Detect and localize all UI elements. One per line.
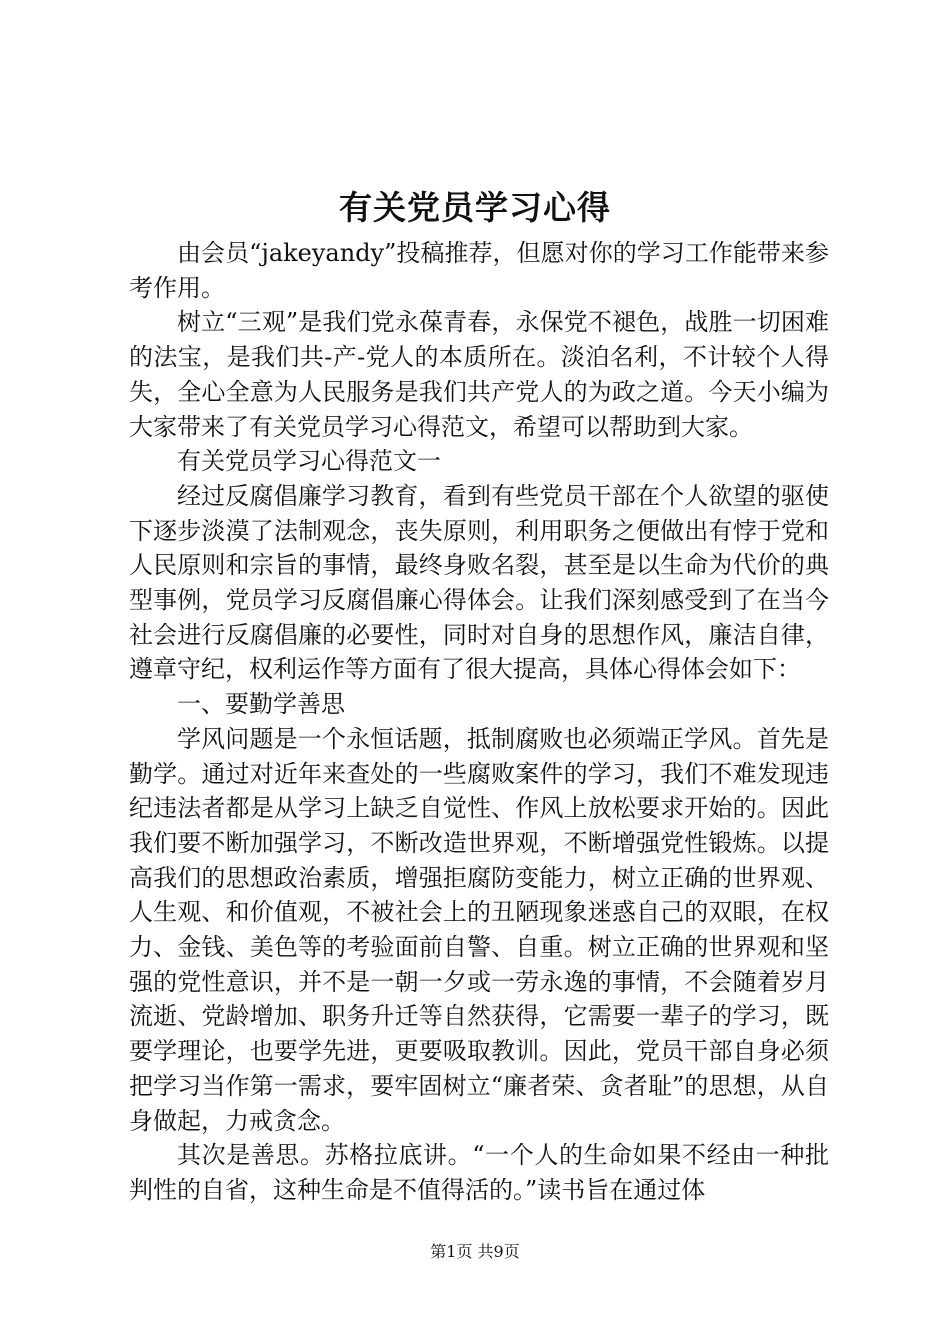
section-heading: 一、要勤学善思 — [177, 690, 345, 719]
paragraph: 其次是善思。苏格拉底讲。“一个人的生命如果不经由一种批判性的自省，这种生命是不值得活的。”读书旨在通过体 — [129, 1141, 829, 1204]
paragraph: 学风问题是一个永恒话题，抵制腐败也必须端正学风。首先是勤学。通过对近年来查处的一些腐败案件的学习，我们不难发现违纪违法者都是从学习上缺乏自觉性、作风上放松要求开始的。因此我们要不断加强学习，不断改造世界观，不断增强党性锻炼。以提高我们的思想政治素质，增强拒腐防变能力，树立正确的世界观、人生观、和价值观，不被社会上的丑陋现象迷惑自己的双眼，在权力、金钱、美色等的考验面前自警、自重。树立正确的世界观和坚强的党性意识，并不是一朝一夕或一劳永逸的事情，不会随着岁月流逝、党龄增加、职务升迁等自然获得，它需要一辈子的学习，既要学理论，也要学先进，更要吸取教训。因此，党员干部自身必须把学习当作第一需求，要牢固树立“廉者荣、贪者耻”的思想，从自身做起，力戒贪念。 — [129, 724, 829, 1135]
paragraph: 经过反腐倡廉学习教育，看到有些党员干部在个人欲望的驱使下逐步淡漠了法制观念，丧失原则，利用职务之便做出有悖于党和人民原则和宗旨的事情，最终身败名裂，甚至是以生命为代价的典型事例，党员学习反腐倡廉心得体会。让我们深刻感受到了在当今社会进行反腐倡廉的必要性，同时对自身的思想作风，廉洁自律，遵章守纪，权利运作等方面有了很大提高，具体心得体会如下： — [129, 481, 829, 684]
document-body — [129, 236, 829, 1208]
document-title: 有关党员学习心得 — [339, 188, 611, 227]
paragraph: 树立“三观”是我们党永葆青春，永保党不褪色，战胜一切困难的法宝，是我们共-产-党人的本质所在。淡泊名利，不计较个人得失，全心全意为人民服务是我们共产党人的为政之道。今天小编为大家带来了有关党员学习心得范文，希望可以帮助到大家。 — [129, 308, 829, 441]
paragraph: 由会员“jakeyandy”投稿推荐，但愿对你的学习工作能带来参考作用。 — [129, 239, 829, 302]
section-heading: 有关党员学习心得范文一 — [177, 447, 441, 476]
page-number-footer: 第1页 共9页 — [430, 1242, 520, 1261]
